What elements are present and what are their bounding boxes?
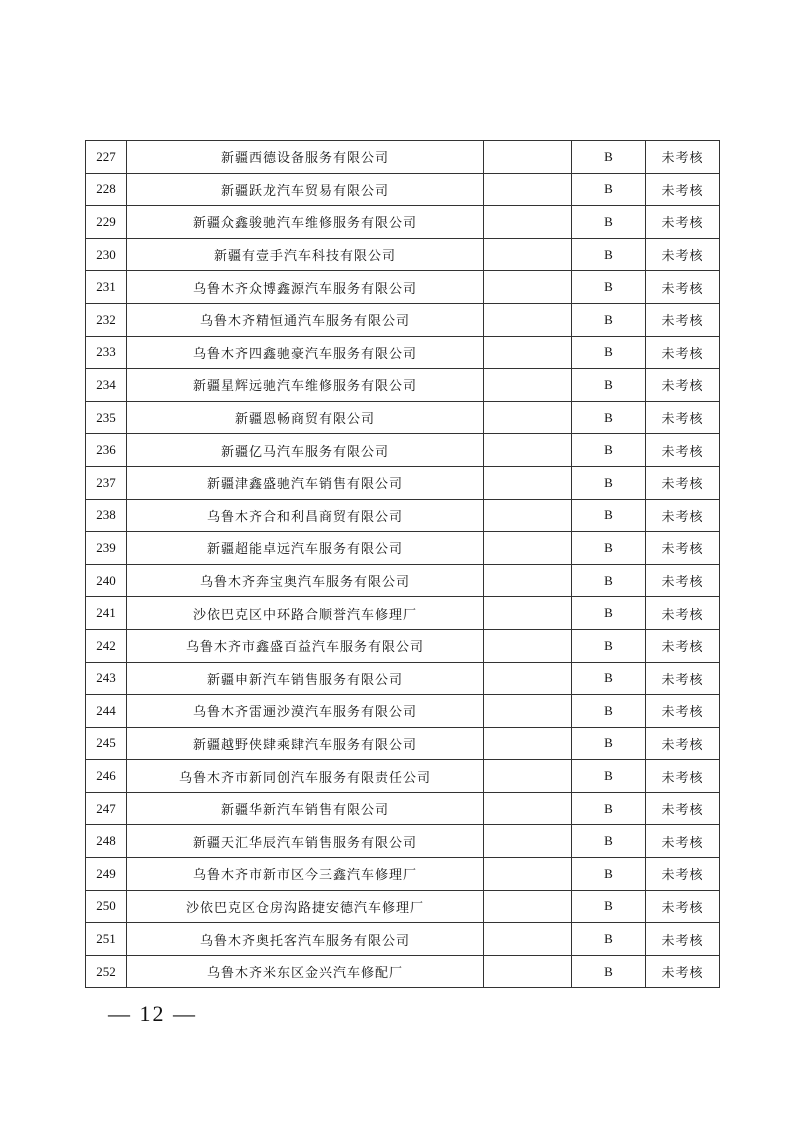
empty-cell [484, 303, 572, 336]
empty-cell [484, 825, 572, 858]
table-row [86, 303, 720, 336]
grade-cell: B [572, 499, 646, 532]
status-cell: 未考核 [646, 466, 720, 499]
row-number-cell: 236 [86, 434, 127, 467]
grade-cell: B [572, 238, 646, 271]
row-number-cell: 241 [86, 597, 127, 630]
grade-cell: B [572, 434, 646, 467]
row-number-cell: 234 [86, 369, 127, 402]
row-number-cell: 231 [86, 271, 127, 304]
empty-cell [484, 206, 572, 239]
row-number-cell: 244 [86, 695, 127, 728]
company-name-cell: 乌鲁木齐奥托客汽车服务有限公司 [127, 923, 484, 956]
grade-cell: B [572, 923, 646, 956]
table-row [86, 369, 720, 402]
status-cell: 未考核 [646, 141, 720, 174]
row-number-cell: 230 [86, 238, 127, 271]
table-row [86, 173, 720, 206]
status-cell: 未考核 [646, 434, 720, 467]
company-name-cell: 乌鲁木齐众博鑫源汽车服务有限公司 [127, 271, 484, 304]
status-cell: 未考核 [646, 369, 720, 402]
status-cell: 未考核 [646, 206, 720, 239]
empty-cell [484, 369, 572, 402]
grade-cell: B [572, 271, 646, 304]
empty-cell [484, 532, 572, 565]
grade-cell: B [572, 890, 646, 923]
company-rating-table [85, 140, 720, 988]
row-number-cell: 235 [86, 401, 127, 434]
table-row [86, 858, 720, 891]
row-number-cell: 229 [86, 206, 127, 239]
company-name-cell: 乌鲁木齐奔宝奥汽车服务有限公司 [127, 564, 484, 597]
status-cell: 未考核 [646, 499, 720, 532]
table-row [86, 955, 720, 988]
status-cell: 未考核 [646, 173, 720, 206]
table-row [86, 532, 720, 565]
empty-cell [484, 173, 572, 206]
row-number-cell: 248 [86, 825, 127, 858]
row-number-cell: 239 [86, 532, 127, 565]
table-row [86, 238, 720, 271]
empty-cell [484, 890, 572, 923]
company-name-cell: 新疆津鑫盛驰汽车销售有限公司 [127, 466, 484, 499]
status-cell: 未考核 [646, 890, 720, 923]
row-number-cell: 245 [86, 727, 127, 760]
status-cell: 未考核 [646, 401, 720, 434]
row-number-cell: 240 [86, 564, 127, 597]
empty-cell [484, 336, 572, 369]
empty-cell [484, 499, 572, 532]
company-name-cell: 乌鲁木齐雷逦沙漠汽车服务有限公司 [127, 695, 484, 728]
company-name-cell: 乌鲁木齐四鑫驰豪汽车服务有限公司 [127, 336, 484, 369]
company-name-cell: 沙依巴克区中环路合顺誉汽车修理厂 [127, 597, 484, 630]
empty-cell [484, 695, 572, 728]
status-cell: 未考核 [646, 858, 720, 891]
grade-cell: B [572, 564, 646, 597]
grade-cell: B [572, 206, 646, 239]
status-cell: 未考核 [646, 825, 720, 858]
empty-cell [484, 271, 572, 304]
company-name-cell: 新疆申新汽车销售服务有限公司 [127, 662, 484, 695]
grade-cell: B [572, 955, 646, 988]
empty-cell [484, 238, 572, 271]
grade-cell: B [572, 662, 646, 695]
row-number-cell: 228 [86, 173, 127, 206]
empty-cell [484, 727, 572, 760]
status-cell: 未考核 [646, 564, 720, 597]
company-name-cell: 新疆超能卓远汽车服务有限公司 [127, 532, 484, 565]
status-cell: 未考核 [646, 271, 720, 304]
empty-cell [484, 141, 572, 174]
table-row [86, 825, 720, 858]
grade-cell: B [572, 760, 646, 793]
grade-cell: B [572, 401, 646, 434]
empty-cell [484, 564, 572, 597]
table-row [86, 727, 720, 760]
table-row [86, 499, 720, 532]
status-cell: 未考核 [646, 695, 720, 728]
company-name-cell: 新疆星辉远驰汽车维修服务有限公司 [127, 369, 484, 402]
table-row [86, 466, 720, 499]
empty-cell [484, 597, 572, 630]
row-number-cell: 243 [86, 662, 127, 695]
empty-cell [484, 955, 572, 988]
table-row [86, 564, 720, 597]
row-number-cell: 246 [86, 760, 127, 793]
table-row [86, 890, 720, 923]
grade-cell: B [572, 303, 646, 336]
status-cell: 未考核 [646, 336, 720, 369]
row-number-cell: 250 [86, 890, 127, 923]
company-name-cell: 新疆天汇华辰汽车销售服务有限公司 [127, 825, 484, 858]
table-row [86, 271, 720, 304]
empty-cell [484, 434, 572, 467]
status-cell: 未考核 [646, 238, 720, 271]
empty-cell [484, 760, 572, 793]
company-name-cell: 新疆恩畅商贸有限公司 [127, 401, 484, 434]
empty-cell [484, 401, 572, 434]
empty-cell [484, 923, 572, 956]
grade-cell: B [572, 825, 646, 858]
status-cell: 未考核 [646, 923, 720, 956]
row-number-cell: 252 [86, 955, 127, 988]
status-cell: 未考核 [646, 792, 720, 825]
status-cell: 未考核 [646, 303, 720, 336]
company-name-cell: 乌鲁木齐市新同创汽车服务有限责任公司 [127, 760, 484, 793]
table-row [86, 662, 720, 695]
status-cell: 未考核 [646, 760, 720, 793]
grade-cell: B [572, 597, 646, 630]
grade-cell: B [572, 629, 646, 662]
grade-cell: B [572, 369, 646, 402]
row-number-cell: 247 [86, 792, 127, 825]
company-name-cell: 乌鲁木齐市新市区今三鑫汽车修理厂 [127, 858, 484, 891]
row-number-cell: 238 [86, 499, 127, 532]
company-name-cell: 新疆有壹手汽车科技有限公司 [127, 238, 484, 271]
table-row [86, 206, 720, 239]
table-body [86, 141, 720, 988]
grade-cell: B [572, 336, 646, 369]
company-name-cell: 乌鲁木齐米东区金兴汽车修配厂 [127, 955, 484, 988]
company-name-cell: 沙依巴克区仓房沟路捷安德汽车修理厂 [127, 890, 484, 923]
table-row [86, 401, 720, 434]
row-number-cell: 237 [86, 466, 127, 499]
empty-cell [484, 662, 572, 695]
table-row [86, 141, 720, 174]
status-cell: 未考核 [646, 955, 720, 988]
row-number-cell: 232 [86, 303, 127, 336]
company-name-cell: 乌鲁木齐合和利昌商贸有限公司 [127, 499, 484, 532]
company-name-cell: 乌鲁木齐市鑫盛百益汽车服务有限公司 [127, 629, 484, 662]
grade-cell: B [572, 532, 646, 565]
grade-cell: B [572, 858, 646, 891]
status-cell: 未考核 [646, 532, 720, 565]
table-row [86, 336, 720, 369]
company-name-cell: 新疆越野侠肆乘肆汽车服务有限公司 [127, 727, 484, 760]
row-number-cell: 227 [86, 141, 127, 174]
company-name-cell: 新疆跃龙汽车贸易有限公司 [127, 173, 484, 206]
table-row [86, 695, 720, 728]
status-cell: 未考核 [646, 629, 720, 662]
grade-cell: B [572, 792, 646, 825]
table-row [86, 434, 720, 467]
table-row [86, 923, 720, 956]
row-number-cell: 249 [86, 858, 127, 891]
company-name-cell: 新疆西德设备服务有限公司 [127, 141, 484, 174]
row-number-cell: 233 [86, 336, 127, 369]
table-row [86, 597, 720, 630]
company-name-cell: 乌鲁木齐精恒通汽车服务有限公司 [127, 303, 484, 336]
empty-cell [484, 466, 572, 499]
page-number: — 12 — [108, 1001, 197, 1026]
status-cell: 未考核 [646, 727, 720, 760]
grade-cell: B [572, 173, 646, 206]
row-number-cell: 251 [86, 923, 127, 956]
table-row [86, 760, 720, 793]
empty-cell [484, 792, 572, 825]
row-number-cell: 242 [86, 629, 127, 662]
table-row [86, 629, 720, 662]
empty-cell [484, 629, 572, 662]
empty-cell [484, 858, 572, 891]
company-name-cell: 新疆亿马汽车服务有限公司 [127, 434, 484, 467]
company-name-cell: 新疆众鑫骏驰汽车维修服务有限公司 [127, 206, 484, 239]
grade-cell: B [572, 727, 646, 760]
status-cell: 未考核 [646, 662, 720, 695]
company-name-cell: 新疆华新汽车销售有限公司 [127, 792, 484, 825]
grade-cell: B [572, 466, 646, 499]
grade-cell: B [572, 141, 646, 174]
grade-cell: B [572, 695, 646, 728]
status-cell: 未考核 [646, 597, 720, 630]
table-row [86, 792, 720, 825]
